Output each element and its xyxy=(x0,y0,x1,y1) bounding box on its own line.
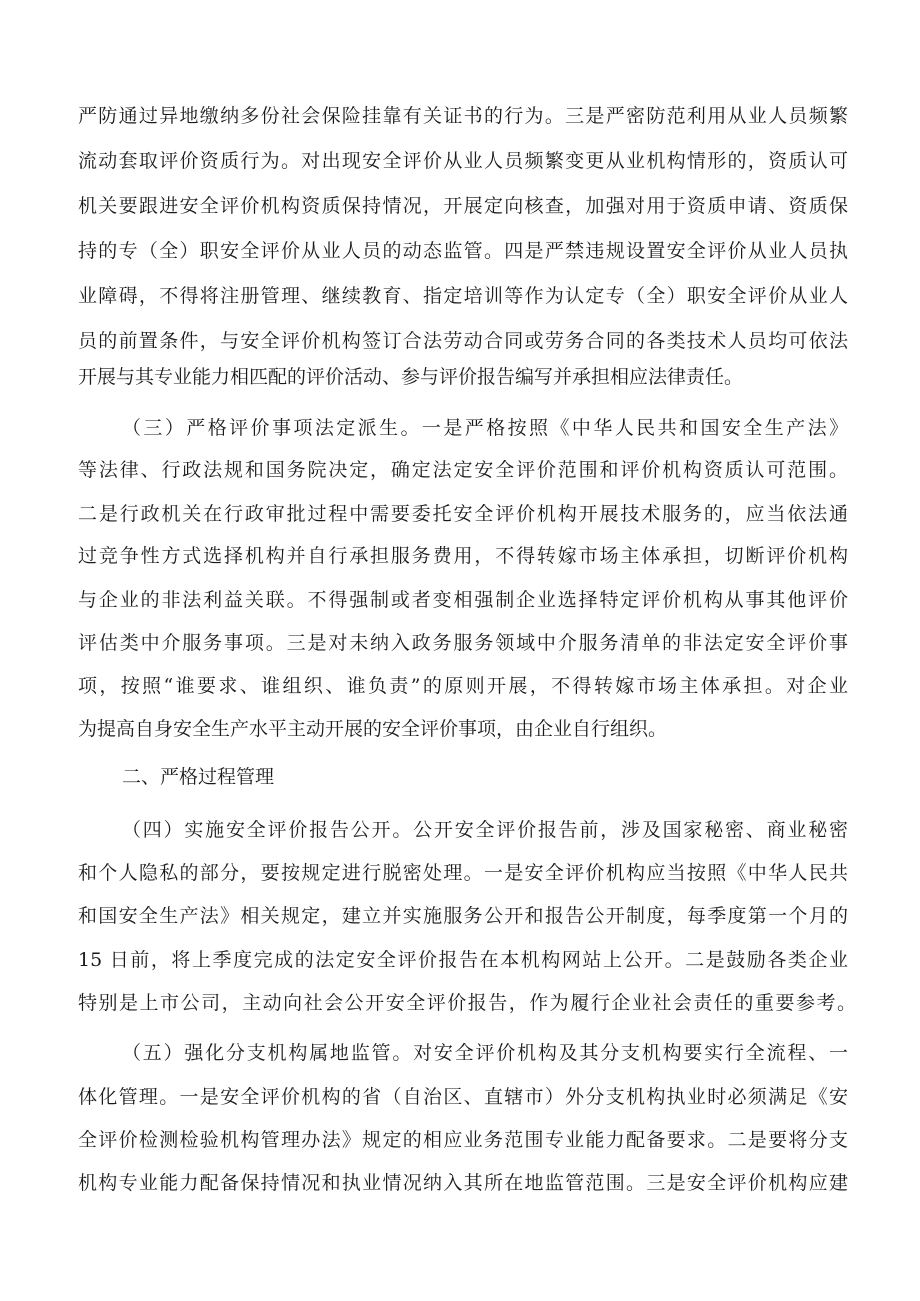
text-line: 过竞争性方式选择机构并自行承担服务费用，不得转嫁市场主体承担，切断评价机构 xyxy=(78,545,848,567)
text-line: 评估类中介服务事项。三是对未纳入政务服务领域中介服务清单的非法定安全评价事 xyxy=(78,632,848,654)
paragraph-heading-4: （四）实施安全评价报告公开。公开安全评价报告前，涉及国家秘密、商业秘密 xyxy=(122,819,848,841)
text-line: 业障碍，不得将注册管理、继续教育、指定培训等作为认定专（全）职安全评价从业人 xyxy=(78,285,848,307)
text-line: 与企业的非法利益关联。不得强制或者变相强制企业选择特定评价机构从事其他评价 xyxy=(78,589,848,611)
text-line: 持的专（全）职安全评价从业人员的动态监管。四是严禁违规设置安全评价从业人员执 xyxy=(78,240,848,262)
text-line: 机构专业能力配备保持情况和执业情况纳入其所在地监管范围。三是安全评价机构应建 xyxy=(78,1172,848,1194)
text-line: 等法律、行政法规和国务院决定，确定法定安全评价范围和评价机构资质认可范围。 xyxy=(78,459,848,481)
text-line: 严防通过异地缴纳多份社会保险挂靠有关证书的行为。三是严密防范利用从业人员频繁 xyxy=(78,105,848,127)
text-line: 二是行政机关在行政审批过程中需要委托安全评价机构开展技术服务的，应当依法通 xyxy=(78,503,848,525)
text-line: 机关要跟进安全评价机构资质保持情况，开展定向核查，加强对用于资质申请、资质保 xyxy=(78,195,848,217)
text-line: 项，按照“谁要求、谁组织、谁负责”的原则开展，不得转嫁市场主体承担。对企业 xyxy=(78,675,848,697)
paragraph-heading-5: （五）强化分支机构属地监管。对安全评价机构及其分支机构要实行全流程、一 xyxy=(122,1042,848,1064)
text-line: 特别是上市公司，主动向社会公开安全评价报告，作为履行企业社会责任的重要参考。 xyxy=(78,992,856,1014)
text-line: 体化管理。一是安全评价机构的省（自治区、直辖市）外分支机构执业时必须满足《安 xyxy=(78,1086,848,1108)
text-line: 15 日前，将上季度完成的法定安全评价报告在本机构网站上公开。二是鼓励各类企业 xyxy=(78,949,848,971)
text-line: 为提高自身安全生产水平主动开展的安全评价事项，由企业自行组织。 xyxy=(78,718,668,740)
text-line: 全评价检测检验机构管理办法》规定的相应业务范围专业能力配备要求。二是要将分支 xyxy=(78,1129,848,1151)
text-line: 流动套取评价资质行为。对出现安全评价从业人员频繁变更从业机构情形的，资质认可 xyxy=(78,150,848,172)
text-line: 和个人隐私的部分，要按规定进行脱密处理。一是安全评价机构应当按照《中华人民共 xyxy=(78,862,848,884)
text-line: 开展与其专业能力相匹配的评价活动、参与评价报告编写并承担相应法律责任。 xyxy=(78,366,744,388)
text-line: 和国安全生产法》相关规定，建立并实施服务公开和报告公开制度，每季度第一个月的 xyxy=(78,905,848,927)
section-heading: 二、严格过程管理 xyxy=(122,766,275,788)
text-line: 员的前置条件，与安全评价机构签订合法劳动合同或劳务合同的各类技术人员均可依法 xyxy=(78,330,848,352)
paragraph-heading-3: （三）严格评价事项法定派生。一是严格按照《中华人民共和国安全生产法》 xyxy=(122,417,848,439)
